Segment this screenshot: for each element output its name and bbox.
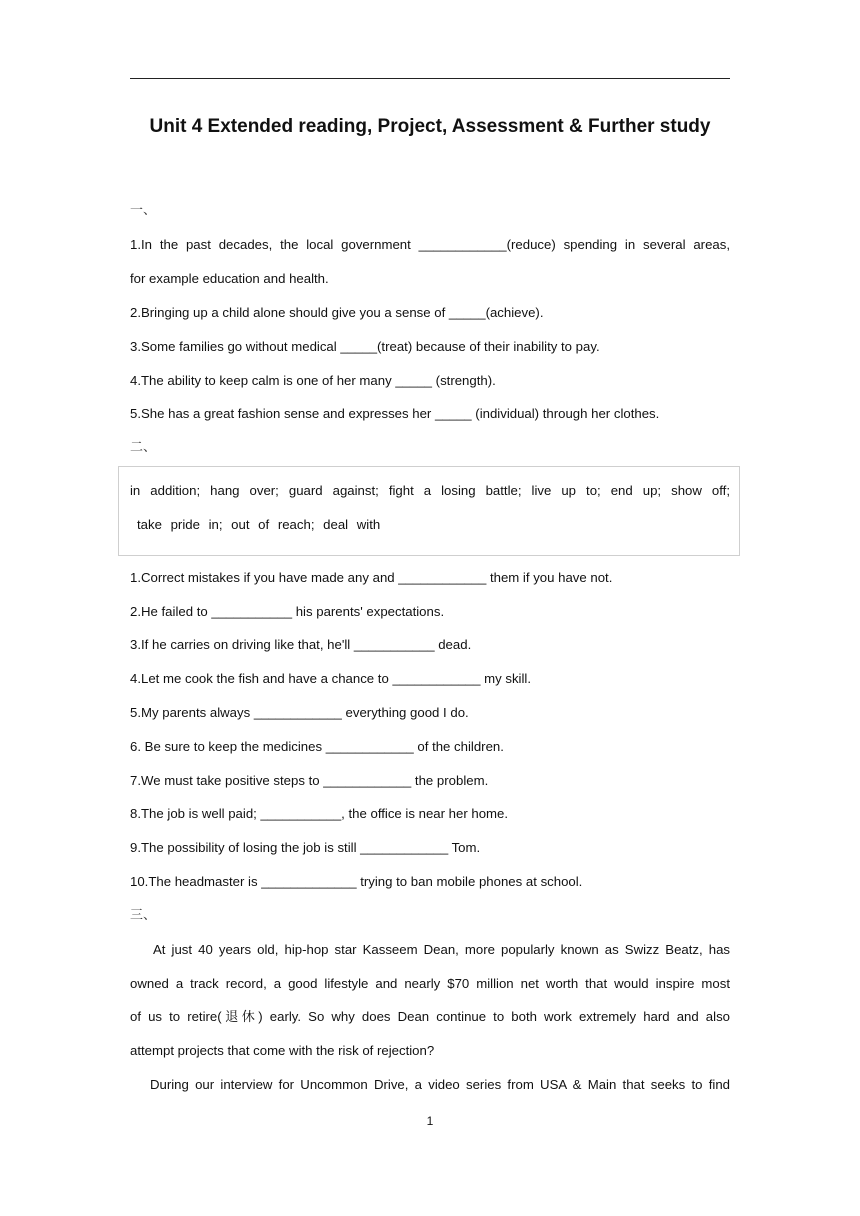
s1-item-1-line1: 1.In the past decades, the local government ____________(reduce) spending in several areas, xyxy=(130,237,730,252)
s3-para2-line1: During our interview for Uncommon Drive, a video series from USA & Main that seeks to find xyxy=(150,1077,730,1092)
s1-item-5: 5.She has a great fashion sense and expresses her _____ (individual) through her clothes. xyxy=(130,406,660,421)
s1-item-4: 4.The ability to keep calm is one of her many _____ (strength). xyxy=(130,373,496,388)
s1-item-3: 3.Some families go without medical _____(treat) because of their inability to pay. xyxy=(130,339,600,354)
s1-item-2: 2.Bringing up a child alone should give you a sense of _____(achieve). xyxy=(130,305,544,320)
s3-para1-line2: owned a track record, a good lifestyle and nearly $70 million net worth that would inspire most xyxy=(130,976,730,991)
header-rule xyxy=(130,78,730,79)
s2-item-10: 10.The headmaster is _____________ trying to ban mobile phones at school. xyxy=(130,874,583,889)
section-3-heading: 三、 xyxy=(130,908,157,923)
section-2-heading: 二、 xyxy=(130,440,157,455)
s2-item-2: 2.He failed to ___________ his parents' expectations. xyxy=(130,604,445,619)
s2-item-9: 9.The possibility of losing the job is still ____________ Tom. xyxy=(130,840,481,855)
s2-item-5: 5.My parents always ____________ everything good I do. xyxy=(130,705,469,720)
s3-para1-line3: of us to retire(退休) early. So why does Dean continue to both work extremely hard and also xyxy=(130,1009,730,1024)
s2-item-6: 6. Be sure to keep the medicines ____________ of the children. xyxy=(130,739,504,754)
s1-item-1-line2: for example education and health. xyxy=(130,271,329,286)
page-number: 1 xyxy=(426,1114,434,1128)
s3-para1-line1: At just 40 years old, hip-hop star Kasseem Dean, more popularly known as Swizz Beatz, has xyxy=(153,942,730,957)
word-bank-line-1: in addition; hang over; guard against; fight a losing battle; live up to; end up; show off; xyxy=(130,483,730,498)
s2-item-4: 4.Let me cook the fish and have a chance to ____________ my skill. xyxy=(130,671,532,686)
s2-item-3: 3.If he carries on driving like that, he'll ___________ dead. xyxy=(130,637,472,652)
document-title: Unit 4 Extended reading, Project, Assessment & Further study xyxy=(149,116,711,137)
word-bank-box xyxy=(118,466,740,556)
s3-para1-line4: attempt projects that come with the risk of rejection? xyxy=(130,1043,435,1058)
s2-item-8: 8.The job is well paid; ___________, the office is near her home. xyxy=(130,806,509,821)
s2-item-7: 7.We must take positive steps to ____________ the problem. xyxy=(130,773,489,788)
s2-item-1: 1.Correct mistakes if you have made any and ____________ them if you have not. xyxy=(130,570,613,585)
word-bank-line-2: take pride in; out of reach; deal with xyxy=(137,517,381,532)
section-1-heading: 一、 xyxy=(130,203,157,218)
